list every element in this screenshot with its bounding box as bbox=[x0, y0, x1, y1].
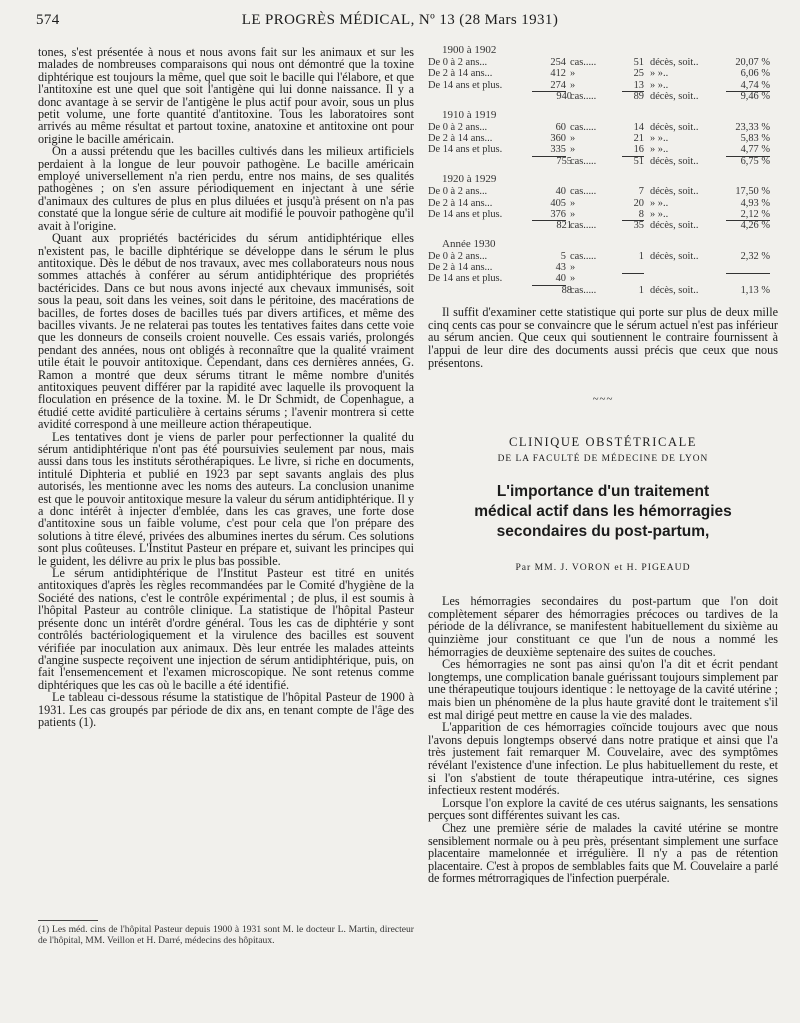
period-heading: Année 1930 bbox=[442, 237, 496, 250]
footnote: (1) Les méd. cins de l'hôpital Pasteur depuis 1900 à 1931 sont M. le docteur L. Martin, directeur de l'hôpital, MM. Veillon et H. Darré, médecins des hôpitaux. bbox=[38, 924, 414, 946]
article-title-line: L'importance d'un traitement bbox=[496, 483, 710, 501]
stat-row bbox=[428, 262, 778, 273]
stat-total-row bbox=[428, 91, 778, 102]
stat-cell-pct: 4,26 % bbox=[740, 220, 770, 232]
stat-cell-cases: 5 bbox=[560, 250, 566, 262]
paragraph: Ces hémorragies ne sont pas ainsi qu'on l'a dit et écrit pendant longtemps, une complication banale guérissant toujours simplement par une thérapeutique toujours identique : le nettoyage de la cavité utérine ; mais bien un phénomène de la plus haute gravité dont le traitement s'il est mal dirigé peut mettre en cause la vie des malades. bbox=[428, 657, 778, 722]
right-column bbox=[428, 44, 778, 1004]
stat-cell-cases: 335 bbox=[532, 144, 566, 156]
stat-cell-deaths: 89 bbox=[633, 91, 644, 103]
statistics-period bbox=[428, 173, 778, 232]
stat-cell-deaths: 1 bbox=[638, 284, 644, 296]
paragraph: On a aussi prétendu que les bacilles cultivés dans les milieux artificiels perdaient à la longue de leur pouvoir pathogène. Le bacille américain employé universellement n'a rien perdu, entre nos mains, de ses qualités pathogènes ; on s'en assure périodiquement en injectant à une série d'animaux des cultures de plus en plus diluées et jusqu'à présent on n'a pas constaté que la longue série de culture ait modifié le pouvoir pathogène qu'il avait à l'origine. bbox=[38, 144, 414, 233]
stat-cell-cases: 940 bbox=[556, 91, 572, 103]
stat-cell-cases-label: » bbox=[570, 79, 576, 91]
period-heading: 1910 à 1919 bbox=[442, 108, 497, 121]
stat-cell-deaths: 35 bbox=[633, 220, 644, 232]
stat-cell-deaths-label: décès, soit.. bbox=[650, 284, 699, 296]
stat-cell-deaths: 51 bbox=[633, 155, 644, 167]
stat-cell-deaths bbox=[622, 273, 644, 274]
stat-cell-pct: 6,06 % bbox=[740, 68, 770, 80]
period-heading: 1900 à 1902 bbox=[442, 44, 497, 56]
stat-cell-cases-label: cas..... bbox=[570, 91, 597, 103]
paragraph: Les hémorragies secondaires du post-partum que l'on doit complètement séparer des hémorragies précoces ou tardives de la période de la délivrance, se manifestent habituellement du sixième au quinzième jour constituant ce que l'un de nous a nommé les hémorragies de deuxième septenaire des suites de couches. bbox=[428, 594, 778, 659]
stat-cell-cases-label: » bbox=[570, 197, 576, 209]
stat-cell-age: De 2 à 14 ans... bbox=[428, 262, 493, 274]
stat-cell-cases: 412 bbox=[550, 68, 566, 80]
stat-row bbox=[428, 209, 778, 220]
stat-cell-deaths-label: » ».. bbox=[650, 79, 669, 91]
stat-cell-deaths: 51 bbox=[633, 57, 644, 68]
stat-cell-cases: 60 bbox=[555, 121, 566, 133]
stat-cell-cases-label: » bbox=[570, 262, 576, 274]
stat-cell-cases-label: cas..... bbox=[570, 186, 597, 198]
stat-cell-pct: 17,50 % bbox=[735, 186, 770, 198]
paragraph: Chez une première série de malades la cavité utérine se montre sensiblement normale ou à peu près, présentant simplement une surface placentaire mamelonnée et irrégulière. Il n'y a pas de rétention placentaire. C'est à propos de semblables faits que M. Couvelaire a parlé de formes métrorragiques de l'infection puerpérale. bbox=[428, 820, 778, 886]
left-column bbox=[38, 46, 414, 916]
stat-cell-deaths: 25 bbox=[633, 68, 644, 80]
stat-cell-deaths: 21 bbox=[633, 132, 644, 144]
paragraph: Il suffit d'examiner cette statistique qui porte sur plus de deux mille cinq cents cas pour se convaincre que le sérum actuel n'est pas inférieur au sérum ancien. Que ceux qui soutiennent le contraire fournissent à l'appui de leur dire des documents aussi précis que ceux que nous présentons. bbox=[428, 305, 778, 370]
stat-cell-age: De 2 à 14 ans... bbox=[428, 68, 493, 80]
stat-cell-age: De 0 à 2 ans... bbox=[428, 186, 488, 198]
stat-cell-age: De 2 à 14 ans... bbox=[428, 132, 493, 144]
stat-cell-deaths-label: décès, soit.. bbox=[650, 186, 699, 198]
ornament-divider: ~~~ bbox=[592, 393, 614, 406]
stat-total-row bbox=[428, 285, 778, 296]
stat-cell-cases: 40 bbox=[532, 273, 566, 285]
stat-cell-deaths-label: » ».. bbox=[650, 208, 669, 220]
period-heading: 1920 à 1929 bbox=[442, 173, 497, 186]
stat-cell-deaths-label: décès, soit.. bbox=[650, 91, 699, 103]
article-body bbox=[428, 595, 778, 885]
stat-cell-deaths-label: décès, soit.. bbox=[650, 220, 699, 232]
paragraph: Le tableau ci-dessous résume la statistique de l'hôpital Pasteur de 1900 à 1931. Les cas groupés par période de dix ans, en tenant compte de l'âge des patients (1). bbox=[38, 690, 414, 729]
stat-cell-deaths-label: décès, soit.. bbox=[650, 121, 699, 133]
stat-cell-cases: 40 bbox=[555, 186, 566, 198]
stat-cell-pct: 2,12 % bbox=[726, 209, 770, 221]
section-title: CLINIQUE OBSTÉTRICALE bbox=[508, 435, 698, 450]
article-authors: Par MM. J. VORON et H. PIGEAUD bbox=[515, 562, 691, 574]
stat-cell-pct: 23,33 % bbox=[735, 121, 770, 133]
stat-cell-age: De 2 à 14 ans... bbox=[428, 197, 493, 209]
stat-row bbox=[428, 57, 778, 68]
stat-cell-cases: 254 bbox=[550, 57, 566, 68]
stat-cell-cases-label: cas..... bbox=[570, 121, 597, 133]
stat-cell-age: De 0 à 2 ans... bbox=[428, 121, 488, 133]
stat-cell-cases: 405 bbox=[550, 197, 566, 209]
statistics-table bbox=[428, 44, 778, 296]
stat-cell-cases: 88 bbox=[561, 284, 572, 296]
paragraph: L'apparition de ces hémorragies coïncide toujours avec que nous l'avons depuis longtemps observé dans notre pratique et ainsi que l'a très justement fait remarquer M. Couvelaire, avec des symptômes révélant l'existence d'une infection. Le plus habituellement du reste, et si l'on s'abstient de toute thérapeutique intra-utérine, ces signes infectieux restent modérés. bbox=[428, 720, 778, 798]
statistics-period bbox=[428, 238, 778, 297]
paragraph: Le sérum antidiphtérique de l'Institut Pasteur est titré en unités antitoxiques d'après les règles recommandées par le Comité d'hygiène de la Société des nations, c'est le contrôle expérimental ; de plus, il est soumis à l'hôpital Pasteur au contrôle clinique. La statistique de l'hôpital Pasteur présente donc un intérêt d'ordre général. Tous les cas de diphtérie y sont contrôlés bactériologiquement et la virulence des bacilles est souvent vérifiée par inoculation aux animaux. Dès leur entrée les malades atteints d'angine suspecte reçoivent une injection de sérum antidiphtérique, puis, on fait l'ensemencement et l'examen microscopique. Ne sont retenus comme diphtériques que les cas où le bacille a été identifié. bbox=[38, 566, 414, 692]
stat-cell-cases-label: » bbox=[570, 208, 576, 220]
stat-row bbox=[428, 80, 778, 91]
stat-cell-deaths-label: décès, soit.. bbox=[650, 250, 699, 262]
stat-cell-pct: 2,32 % bbox=[740, 250, 770, 262]
stat-cell-cases-label: » bbox=[570, 132, 576, 144]
stat-cell-deaths: 16 bbox=[622, 144, 644, 156]
paragraph: Quant aux propriétés bactéricides du sérum antidiphtérique elles n'existent pas, le bacille diphtérique se développe dans le sérum le plus antitoxique. Dès le début de nos travaux, avec mes collaborateurs nous nous sommes attachés à conférer au sérum antidiphtérique des propriétés bactéricides. Dans ce but nous avons injecté aux chevaux immunisés, soit sous la peau, soit dans les veines, soit dans le péritoine, des macérations de bacilles, de fortes doses de bacilles tués par divers artifices, et même des bacilles vivants. Je ne relaterai pas toutes les tentatives faites dans cette voie que les donneurs de conseils croient nouvelle. Ces essais variés, prolongés pendant des années, nous ont obligés à reconnaître que la qualité vraiment utile était le pouvoir antitoxique. Cependant, dans ces dernières années, G. Ramon a montré que deux sérums titrant le même nombre d'unités antitoxiques peuvent différer par la rapidité avec laquelle ils provoquent la floculation en présence de la toxine. M. le Dr Schmidt, de Copenhague, a étudié cette avidité particulière à certains sérums ; l'avenir montrera si cette avidité correspond à une meilleure action thérapeutique. bbox=[38, 231, 414, 432]
footnote-rule bbox=[38, 920, 98, 921]
statistics-period bbox=[428, 109, 778, 168]
stat-cell-cases-label: cas..... bbox=[570, 284, 597, 296]
stat-cell-cases-label: cas..... bbox=[570, 220, 597, 232]
stat-cell-deaths: 8 bbox=[622, 209, 644, 221]
stat-cell-pct: 20,07 % bbox=[735, 57, 770, 68]
stat-cell-cases: 755 bbox=[556, 155, 572, 167]
paragraph: Lorsque l'on explore la cavité de ces utérus saignants, les sensations perçues sont différentes suivant les cas. bbox=[428, 795, 778, 823]
stat-row bbox=[428, 122, 778, 133]
stat-cell-cases: 274 bbox=[532, 80, 566, 92]
stat-cell-cases: 821 bbox=[556, 220, 572, 232]
stat-cell-cases-label: » bbox=[570, 273, 576, 285]
stat-cell-age: De 14 ans et plus. bbox=[428, 79, 503, 91]
page-header bbox=[30, 12, 770, 32]
stat-row bbox=[428, 251, 778, 262]
article-title-line: secondaires du post-partum, bbox=[496, 523, 710, 541]
stat-row bbox=[428, 198, 778, 209]
stat-cell-pct: 4,74 % bbox=[726, 80, 770, 92]
stat-cell-deaths: 13 bbox=[622, 80, 644, 92]
stat-cell-cases-label: cas..... bbox=[570, 57, 597, 68]
stat-cell-cases-label: » bbox=[570, 68, 576, 80]
stat-cell-cases-label: cas..... bbox=[570, 155, 597, 167]
stat-cell-cases: 376 bbox=[532, 209, 566, 221]
stat-cell-deaths-label: » ».. bbox=[650, 144, 669, 156]
stat-cell-cases-label: » bbox=[570, 144, 576, 156]
statistics-conclusion bbox=[428, 306, 778, 369]
paragraph: tones, s'est présentée à nous et nous avons fait sur les animaux et sur les malades de nombreuses comparaisons qui nous ont démontré que la toxine diphtérique est toujours la même, quel que soit le bacille qui l'élabore, et que l'antitoxine est une quel que soit l'antigène qui lui donne naissance. Il y a donc avantage à se servir de l'antigène le plus actif pour avoir, sous un plus petit volume, une forte quantité d'antitoxine. Tous les laboratoires sont arrivés au même résultat et partout toxine, anatoxine et antitoxine ont pour origine le bacille américain. bbox=[38, 46, 414, 146]
stat-cell-deaths-label: » ».. bbox=[650, 197, 669, 209]
stat-cell-deaths: 1 bbox=[638, 250, 644, 262]
stat-cell-pct: 4,93 % bbox=[740, 197, 770, 209]
stat-cell-deaths-label: décès, soit.. bbox=[650, 155, 699, 167]
statistics-period bbox=[428, 44, 778, 103]
article-title-line: médical actif dans les hémorragies bbox=[474, 503, 732, 521]
stat-cell-deaths-label: » ».. bbox=[650, 132, 669, 144]
stat-row bbox=[428, 273, 778, 284]
section-subtitle: DE LA FACULTÉ DE MÉDECINE DE LYON bbox=[497, 454, 709, 465]
journal-title: LE PROGRÈS MÉDICAL, Nº 13 (28 Mars 1931) bbox=[241, 12, 559, 28]
stat-total-row bbox=[428, 220, 778, 231]
stat-cell-age: De 14 ans et plus. bbox=[428, 273, 503, 285]
stat-cell-age: De 14 ans et plus. bbox=[428, 144, 503, 156]
stat-row bbox=[428, 68, 778, 79]
stat-cell-pct: 5,83 % bbox=[740, 132, 770, 144]
stat-cell-cases: 360 bbox=[550, 132, 566, 144]
stat-cell-pct: 9,46 % bbox=[740, 91, 770, 103]
stat-cell-deaths-label: » ».. bbox=[650, 68, 669, 80]
article-title bbox=[428, 482, 778, 542]
stat-row bbox=[428, 144, 778, 155]
stat-row bbox=[428, 133, 778, 144]
stat-cell-deaths: 20 bbox=[633, 197, 644, 209]
stat-cell-deaths: 7 bbox=[638, 186, 644, 198]
stat-cell-pct: 1,13 % bbox=[740, 284, 770, 296]
stat-row bbox=[428, 186, 778, 197]
stat-cell-cases: 43 bbox=[555, 262, 566, 274]
stat-total-row bbox=[428, 156, 778, 167]
page-number: 574 bbox=[36, 12, 60, 28]
stat-cell-cases-label: cas..... bbox=[570, 250, 597, 262]
stat-cell-age: De 0 à 2 ans... bbox=[428, 57, 488, 68]
stat-cell-pct: 6,75 % bbox=[740, 155, 770, 167]
stat-cell-age: De 14 ans et plus. bbox=[428, 208, 503, 220]
stat-cell-pct bbox=[726, 273, 770, 274]
stat-cell-pct: 4,77 % bbox=[726, 144, 770, 156]
stat-cell-deaths: 14 bbox=[633, 121, 644, 133]
stat-cell-deaths-label: décès, soit.. bbox=[650, 57, 699, 68]
stat-cell-age: De 0 à 2 ans... bbox=[428, 250, 488, 262]
paragraph: Les tentatives dont je viens de parler pour perfectionner la qualité du sérum antidiphtérique n'ont pas été poursuivies seulement par nous, mais aussi dans tous les instituts sérothérapiques. Le livre, si riche en documents, intitulé Diphteria et publié en 1923 par sept savants anglais des plus autorisés, les mentionne avec les noms des auteurs. La conclusion unanime est que le pouvoir antitoxique mesure la valeur du sérum antidiphtérique. Il y a donc intérêt à injecter d'emblée, dans les cas graves, une forte dose d'antitoxine sous un faible volume, c'est pour cela que l'on prépare des solutions à titre élevé, privées des albumines inertes du sérum. Ces solutions sont plus coûteuses. L'Institut Pasteur en prépare et, suivant les principes qui le guident, les délivre au prix le plus bas possible. bbox=[38, 429, 414, 568]
